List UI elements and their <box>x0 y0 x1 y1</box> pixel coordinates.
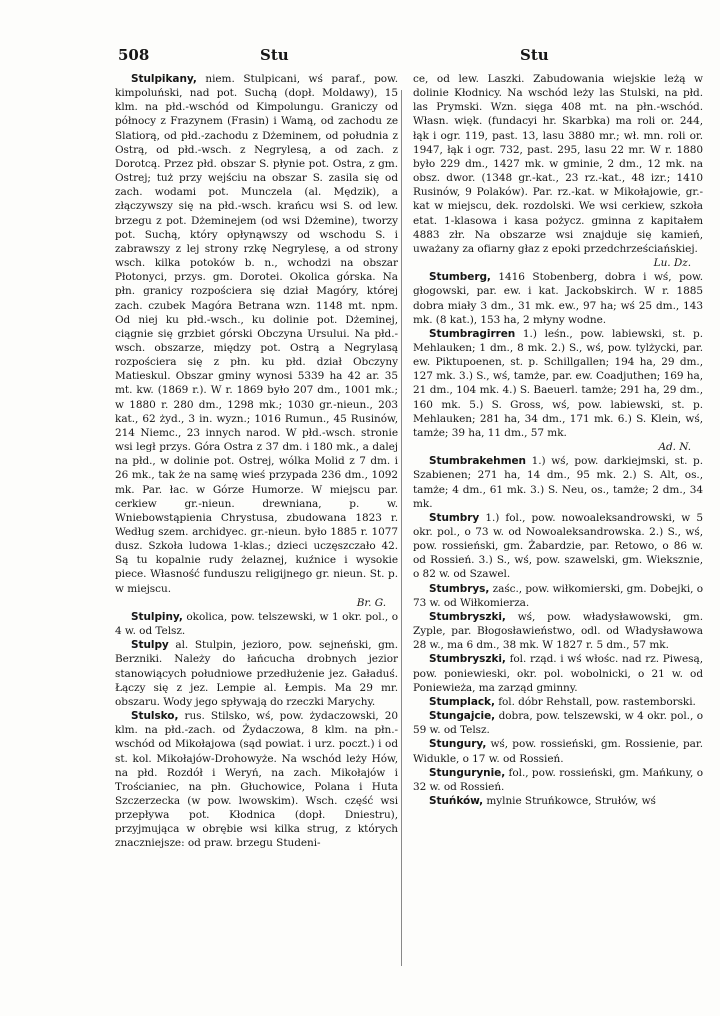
entry <box>413 610 703 652</box>
left-column <box>115 72 398 992</box>
entry <box>413 766 703 794</box>
entry-signature: Ad. N. <box>658 441 691 454</box>
entry-headword: Stungajcie, <box>429 710 496 723</box>
entry-text: 1.) fol., pow. nowoaleksandrowski, w 5 okr. pol., o 73 w. od Nowoaleksandrowska. 2.) S., wś, pow. rossieński, gm. Żabardzie, par. Retowo, o 86 w. od Rossień. 3.) S., wś, pow. szawelski, gm. Wieksznie, o 82 w. od Szawel. <box>413 511 703 581</box>
page-number: 508 <box>118 46 150 64</box>
entry-headword: Stulpy <box>131 639 169 652</box>
entry <box>413 511 703 582</box>
entry <box>413 737 703 765</box>
running-head-right: Stu <box>520 46 549 64</box>
running-head-left: Stu <box>260 46 289 64</box>
entry <box>115 610 398 638</box>
entry-signature: Lu. Dz. <box>653 257 691 270</box>
entry-text: wś, pow. rossieński, gm. Rossienie, par. Widukle, o 17 w. od Rossień. <box>413 738 703 765</box>
entry-text: mylnie Struńkowce, Strułów, wś <box>483 794 656 807</box>
entry-text: wś, pow. władysławowski, gm. Zyple, par. Błogosławieństwo, odl. od Władysławowa 28 w., ma 6 dm., 38 mk. W 1827 r. 5 dm., 57 mk. <box>413 610 703 652</box>
entry <box>413 582 703 610</box>
entry-text: al. Stulpin, jezioro, pow. sejneński, gm. Berzniki. Należy do łańcucha drobnych jezior stanowiących południowe przedłużenie jez. Gaładuś. Łączy się z jez. Lempie al. Łempis. Ma 29 mr. obszaru. Wody jego spływają do rzeczki Marychy. <box>115 639 398 708</box>
entry-text: rus. Stilsko, wś, pow. żydaczowski, 20 klm. na płd.-zach. od Żydaczowa, 8 klm. na płn.-wschód od Mikołajowa (sąd powiat. i urz. poczt.) i od st. kol. Mikołajów-Drohowyże. Na wschód leży Hów, na płd. Rozdół i Weryń, na zach. Mikołajów i Trościaniec, na płn. Głuchowice, Polana i Huta Szczerzecka (w pow. lwowskim). Wsch. część wsi przepływa pot. Kłodnica (dopł. Dniestru), przyjmująca w obrębie wsi kilka strug, z których znaczniejsze: od praw. brzegu Studeni- <box>115 710 398 850</box>
entry <box>413 652 703 694</box>
entry-text: dobra, pow. telszewski, w 4 okr. pol., o 59 w. od Telsz. <box>413 710 703 737</box>
entry <box>413 695 703 709</box>
entry-headword: Stumbrys, <box>429 582 490 595</box>
entry-text: niem. Stulpicani, wś paraf., pow. kimpoluński, nad pot. Suchą (dopł. Moldawy), 15 klm. na płd.-wschód od Kimpolungu. Graniczy od północy z Frazynem (Frasin) i Wamą, od zachodu ze Slatiorą, od płd.-zachodu z Dżeminem, od południa z Ostrą, od płd.-wsch. z Negrylesą, a od zach. z Dorotcą. Przez płd. obszar S. płynie pot. Ostra, z gm. Ostrej; tuż przy wejściu na obszar S. zasila się od zach. wodami pot. Munczela (al. Mędzik), a złączywszy się na płd.-wsch. krańcu wsi S. od lew. brzegu z pot. Dżeminejem (od wsi Dżemine), tworzy pot. Suchą, który opłynąwszy od wschodu S. i zabrawszy z lej strony rzkę Negrylesę, a od strony wsch. kilka potoków b. n., wchodzi na obszar Płotonyci, przys. gm. Dorotei. Okolica górska. Na płn. granicy rozpościera się dział Magóry, której zach. czubek Magóra Betrana wzn. 1148 mt. npm. Od niej ku płd.-wsch., ku dolinie pot. Dżeminej, ciągnie się grzbiet górski Obczyna Ursului. Na płd.-wsch. obszarze, między pot. Ostrą a Negrylasą rozpościera się z płn. ku płd. dział Obczyny Matieskul. Obszar gminy wynosi 5339 ha 42 ar. 35 mt. kw. (1869 r.). W r. 1869 było 207 dm., 1001 mk.; w 1880 r. 280 dm., 1298 mk.; 1030 gr.-nieun., 203 kat., 62 żyd., 3 in. wyzn.; 1016 Rumun., 45 Rusinów, 214 Niemc., 23 innych narod. W płd.-wsch. stronie wsi legł przys. Góra Ostra z 37 dm. i 180 mk., a dalej na płd., w dolinie pot. Ostrej, wólka Molid z 7 dm. i 26 mk., tak że na samę wieś przypada 236 dm., 1092 mk. Par. łac. w Górze Humorze. W miejscu par. cerkiew gr.-nieun. drewniana, p. w. Wniebowstąpienia Chrystusa, zbudowana 1823 r. Według szem. archidyec. gr.-nieun. było 1885 r. 1077 dusz. Szkoła ludowa 1-klas.; dzieci uczęszczało 42. Są tu kopalnie rudy żelaznej, kuźnice i wysokie piece. Własność funduszu religijnego gr. nieun. St. p. w miejscu. <box>115 73 398 595</box>
entry-text: fol. rząd. i wś włośc. nad rz. Piwesą, pow. poniewieski, okr. pol. wobolnicki, o 21 w. od Poniewieża, ma zarząd gminny. <box>413 653 703 694</box>
entry-text: 1416 Stobenberg, dobra i wś, pow. głogowski, par. ew. i kat. Jackobskirch. W r. 1885 dobra miały 3 dm., 31 mk. ew., 97 ha; wś 25 dm., 143 mk. (8 kat.), 153 ha, 2 młyny wodne. <box>413 271 703 326</box>
entry-text: fol. dóbr Rehstall, pow. rastemborski. <box>494 695 696 708</box>
entry-headword: Stumbryszki, <box>429 610 506 623</box>
entry-headword: Stumbry <box>429 511 480 524</box>
entry-headword: Stungurynie, <box>429 766 506 779</box>
entry-headword: Stulsko, <box>131 710 179 723</box>
entry-text: fol., pow. rossieński, gm. Mańkuny, o 32 w. od Rossień. <box>413 766 703 793</box>
entry <box>413 270 703 327</box>
entry <box>413 794 703 808</box>
entry <box>413 327 703 454</box>
column-divider <box>401 90 402 966</box>
entry <box>115 72 398 610</box>
entry-headword: Stumbragirren <box>429 327 516 340</box>
entry-headword: Stungury, <box>429 738 487 751</box>
entry-text: ce, od lew. Laszki. Zabudowania wiejskie leżą w dolinie Kłodnicy. Na wschód leży las Stulski, na płd. las Prymski. Wzn. sięga 408 mt. na płn.-wschód. Własn. więk. (fundacyi hr. Skarbka) ma roli or. 244, łąk i ogr. 119, past. 13, lasu 3880 mr.; wł. mn. roli or. 1947, łąk i ogr. 732, past. 295, lasu 22 mr. W r. 1880 było 229 dm., 1427 mk. w gminie, 2 dm., 12 mk. na obsz. dwor. (1348 gr.-kat., 23 rz.-kat., 48 izr.; 1410 Rusinów, 9 Polaków). Par. rz.-kat. w Mikołajowie, gr.-kat w miejscu, dek. rozdolski. We wsi cerkiew, szkoła etat. 1-klasowa i kasa pożycz. gminna z kapitałem 4883 złr. Na obszarze wsi znajduje się kamień, uważany za ofiarny głaz z epoki przedchrześciańskiej. <box>413 73 703 255</box>
entry <box>115 709 398 851</box>
entry-headword: Stumplack, <box>429 695 495 708</box>
entry-signature: Br. G. <box>356 596 386 609</box>
entry-headword: Stuńków, <box>429 794 484 807</box>
entry-headword: Stulpiny, <box>131 610 183 623</box>
entry-continuation <box>413 72 703 270</box>
entry-text: zaśc., pow. wiłkomierski, gm. Dobejki, o 73 w. od Wiłkomierza. <box>413 582 703 609</box>
right-column <box>413 72 703 992</box>
entry <box>115 638 398 709</box>
entry-text: 1.) wś, pow. darkiejmski, st. p. Szabienen; 271 ha, 14 dm., 95 mk. 2.) S. Alt, os., tamże; 4 dm., 61 mk. 3.) S. Neu, os., tamże; 2 dm., 34 mk. <box>413 455 703 510</box>
entry-headword: Stulpikany, <box>131 73 197 85</box>
entry <box>413 454 703 511</box>
entry-headword: Stumbryszki, <box>429 653 506 666</box>
entry-text: okolica, pow. telszewski, w 1 okr. pol., o 4 w. od Telsz. <box>115 610 398 638</box>
entry-headword: Stumbrakehmen <box>429 455 526 468</box>
entry <box>413 709 703 737</box>
page-header <box>118 46 622 70</box>
entry-text: 1.) leśn., pow. labiewski, st. p. Mehlauken; 1 dm., 8 mk. 2.) S., wś, pow. tylżycki, par. ew. Piktupoenen, st. p. Schillgallen; 194 ha, 29 dm., 127 mk. 3.) S., wś, tamże, par. ew. Coadjuthen; 169 ha, 21 dm., 104 mk. 4.) S. Baeuerl. tamże; 291 ha, 29 dm., 160 mk. 5.) S. Gross, wś, pow. labiewski, st. p. Mehlauken; 281 ha, 34 dm., 171 mk. 6.) S. Klein, wś, tamże; 39 ha, 11 dm., 57 mk. <box>413 327 703 439</box>
entry-headword: Stumberg, <box>429 271 491 284</box>
